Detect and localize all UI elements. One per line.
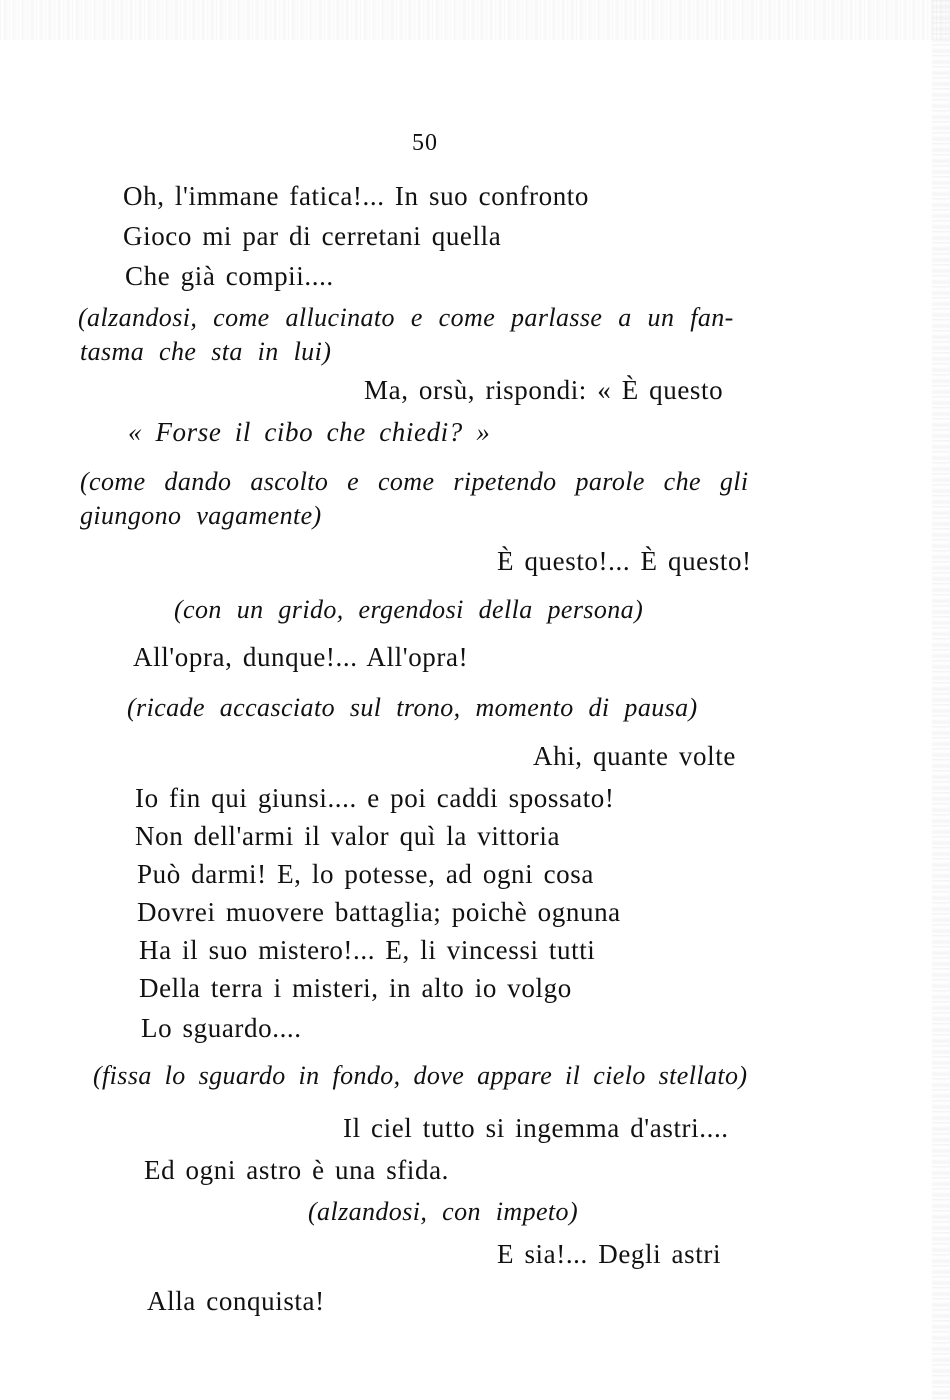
- verse-line: Gioco mi par di cerretani quella: [123, 221, 502, 251]
- verse-line: Ahi, quante volte: [533, 741, 736, 771]
- scan-noise-top: [0, 0, 950, 40]
- verse-line: Io fin qui giunsi.... e poi caddi spossato!: [135, 783, 615, 813]
- verse-line: « Forse il cibo che chiedi? »: [128, 417, 491, 447]
- stage-direction: giungono vagamente): [80, 501, 322, 530]
- verse-line: Può darmi! E, lo potesse, ad ogni cosa: [137, 859, 594, 889]
- stage-direction: tasma che sta in lui): [80, 337, 332, 366]
- verse-line: Della terra i misteri, in alto io volgo: [139, 973, 572, 1003]
- verse-line: Ed ogni astro è una sfida.: [144, 1155, 450, 1185]
- stage-direction: (come dando ascolto e come ripetendo parole che gli: [80, 467, 749, 496]
- stage-direction: (alzandosi, con impeto): [308, 1197, 579, 1226]
- stage-direction: (con un grido, ergendosi della persona): [174, 595, 644, 624]
- verse-line: Ma, orsù, rispondi: « È questo: [364, 375, 724, 405]
- scan-noise-edge: [932, 0, 950, 1400]
- verse-line: Ha il suo mistero!... E, li vincessi tutti: [139, 935, 596, 965]
- verse-line: Che già compii....: [125, 261, 334, 291]
- verse-line: Oh, l'immane fatica!... In suo confronto: [123, 181, 589, 211]
- stage-direction: (fissa lo sguardo in fondo, dove appare il cielo stellato): [93, 1061, 748, 1090]
- verse-line: Non dell'armi il valor quì la vittoria: [135, 821, 561, 851]
- verse-line: Alla conquista!: [147, 1286, 325, 1316]
- page-number: 50: [412, 130, 438, 156]
- stage-direction: (alzandosi, come allucinato e come parlasse a un fan-: [78, 303, 734, 332]
- stage-direction: (ricade accasciato sul trono, momento di pausa): [127, 693, 698, 722]
- verse-line: E sia!... Degli astri: [497, 1239, 722, 1269]
- verse-line: Lo sguardo....: [141, 1013, 302, 1043]
- verse-line: Dovrei muovere battaglia; poichè ognuna: [137, 897, 621, 927]
- verse-line: È questo!... È questo!: [497, 546, 752, 576]
- verse-line: Il ciel tutto si ingemma d'astri....: [343, 1113, 729, 1143]
- verse-line: All'opra, dunque!... All'opra!: [133, 642, 469, 672]
